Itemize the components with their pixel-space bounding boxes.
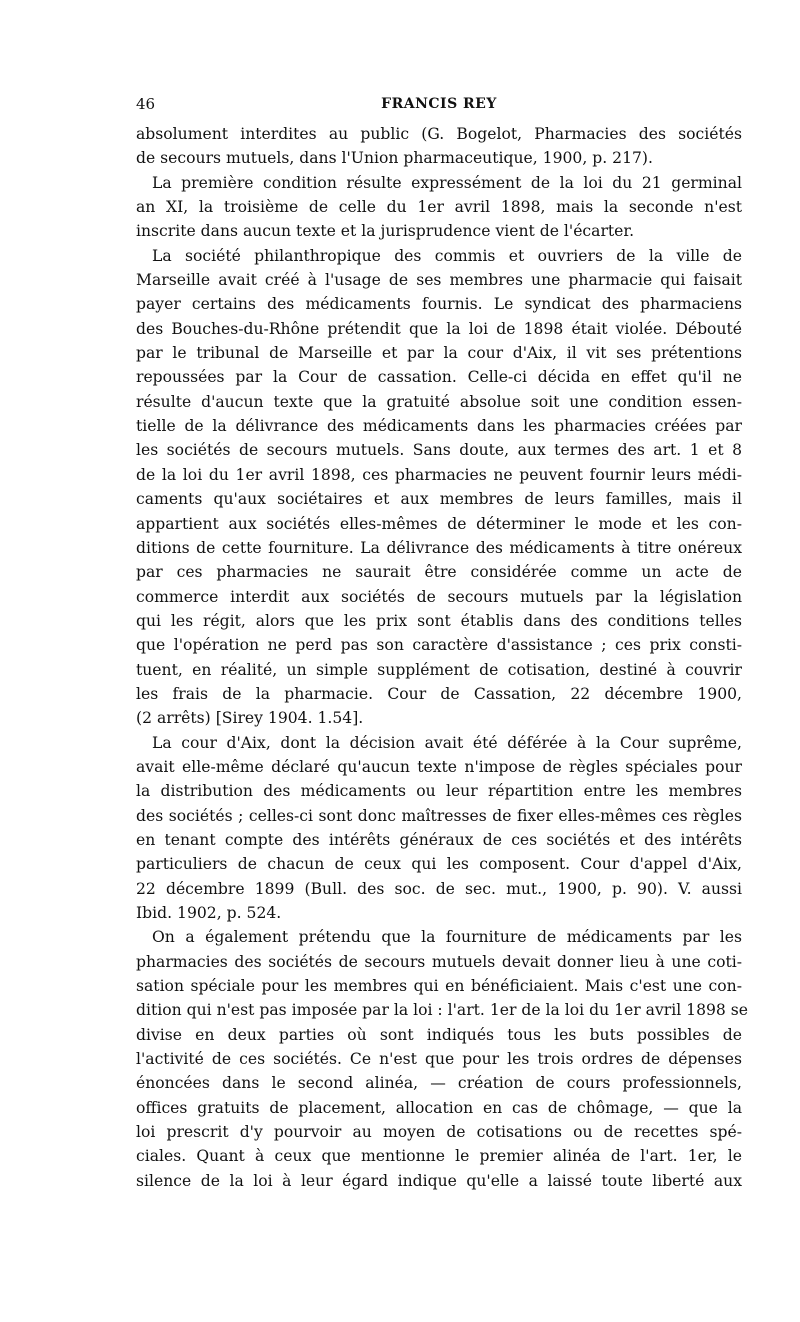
text-line: dition qui n'est pas imposée par la loi : l'art. 1er de la loi du 1er avril 1898 se (136, 1001, 749, 1020)
text-line: La société philanthropique des commis et ouvriers de la ville de (152, 246, 742, 265)
text-line: avait elle-même déclaré qu'aucun texte n'impose de règles spéciales pour (136, 757, 742, 776)
text-line: tuent, en réalité, un simple supplément de cotisation, destiné à couvrir (136, 660, 742, 679)
text-line: de secours mutuels, dans l'Union pharmaceutique, 1900, p. 217). (136, 149, 653, 168)
text-line: par le tribunal de Marseille et par la cour d'Aix, il vit ses prétentions (136, 344, 742, 363)
text-line: payer certains des médicaments fournis. Le syndicat des pharmaciens (136, 295, 742, 314)
page-number: 46 (136, 95, 156, 113)
text-line: Marseille avait créé à l'usage de ses membres une pharmacie qui faisait (136, 271, 742, 290)
text-line: caments qu'aux sociétaires et aux membres de leurs familles, mais il (136, 490, 742, 509)
text-line: appartient aux sociétés elles-mêmes de déterminer le mode et les con- (136, 514, 742, 533)
text-line: inscrite dans aucun texte et la jurisprudence vient de l'écarter. (136, 222, 635, 241)
text-line: des Bouches-du-Rhône prétendit que la loi de 1898 était violée. Débouté (136, 319, 742, 338)
text-line: énoncées dans le second alinéa, — création de cours professionnels, (136, 1074, 742, 1093)
text-line: an XI, la troisième de celle du 1er avril 1898, mais la seconde n'est (136, 198, 742, 217)
text-line: On a également prétendu que la fourniture de médicaments par les (152, 928, 742, 947)
text-line: offices gratuits de placement, allocation en cas de chômage, — que la (136, 1098, 742, 1117)
text-line: Ibid. 1902, p. 524. (136, 904, 282, 922)
text-line: sation spéciale pour les membres qui en bénéficiaient. Mais c'est une con- (136, 977, 742, 996)
text-line: loi prescrit d'y pourvoir au moyen de cotisations ou de recettes spé- (136, 1123, 742, 1142)
text-line: particuliers de chacun de ceux qui les composent. Cour d'appel d'Aix, (136, 855, 742, 874)
text-line: de la loi du 1er avril 1898, ces pharmacies ne peuvent fournir leurs médi- (136, 465, 742, 484)
text-line: silence de la loi à leur égard indique qu'elle a laissé toute liberté aux (136, 1171, 742, 1190)
text-line: que l'opération ne perd pas son caractère d'assistance ; ces prix consti- (136, 636, 742, 655)
text-line: les frais de la pharmacie. Cour de Cassation, 22 décembre 1900, (136, 684, 742, 703)
text-line: qui les régit, alors que les prix sont établis dans des conditions telles (136, 611, 742, 630)
text-line: par ces pharmacies ne saurait être considérée comme un acte de (136, 563, 742, 582)
text-line: repoussées par la Cour de cassation. Celle-ci décida en effet qu'il ne (136, 368, 742, 387)
text-line: La première condition résulte expressément de la loi du 21 germinal (152, 173, 742, 192)
text-line: l'activité de ces sociétés. Ce n'est que pour les trois ordres de dépenses (136, 1050, 742, 1069)
text-line: la distribution des médicaments ou leur répartition entre les membres (136, 782, 742, 801)
text-line: pharmacies des sociétés de secours mutuels devait donner lieu à une coti- (136, 952, 742, 971)
text-line: commerce interdit aux sociétés de secours mutuels par la législation (136, 587, 742, 606)
text-line: tielle de la délivrance des médicaments dans les pharmacies créées par (136, 417, 742, 436)
text-line: ciales. Quant à ceux que mentionne le premier alinéa de l'art. 1er, le (136, 1147, 742, 1166)
text-line: 22 décembre 1899 (Bull. des soc. de sec. mut., 1900, p. 90). V. aussi (136, 879, 742, 898)
text-line: en tenant compte des intérêts généraux de ces sociétés et des intérêts (136, 830, 742, 849)
body-text (136, 122, 749, 1193)
text-line: des sociétés ; celles-ci sont donc maîtresses de fixer elles-mêmes ces règles (136, 806, 742, 825)
text-line: (2 arrêts) [Sirey 1904. 1.54]. (136, 709, 364, 728)
text-line: La cour d'Aix, dont la décision avait été déférée à la Cour suprême, (152, 733, 742, 752)
text-line: absolument interdites au public (G. Bogelot, Pharmacies des sociétés (136, 125, 742, 143)
text-line: les sociétés de secours mutuels. Sans doute, aux termes des art. 1 et 8 (136, 441, 742, 460)
running-title: FRANCIS REY (381, 96, 497, 112)
text-line: ditions de cette fourniture. La délivrance des médicaments à titre onéreux (136, 538, 742, 557)
text-line: résulte d'aucun texte que la gratuité absolue soit une condition essen- (136, 392, 742, 411)
book-page (136, 94, 749, 1193)
running-header (136, 94, 742, 114)
text-line: divise en deux parties où sont indiqués tous les buts possibles de (136, 1025, 742, 1044)
